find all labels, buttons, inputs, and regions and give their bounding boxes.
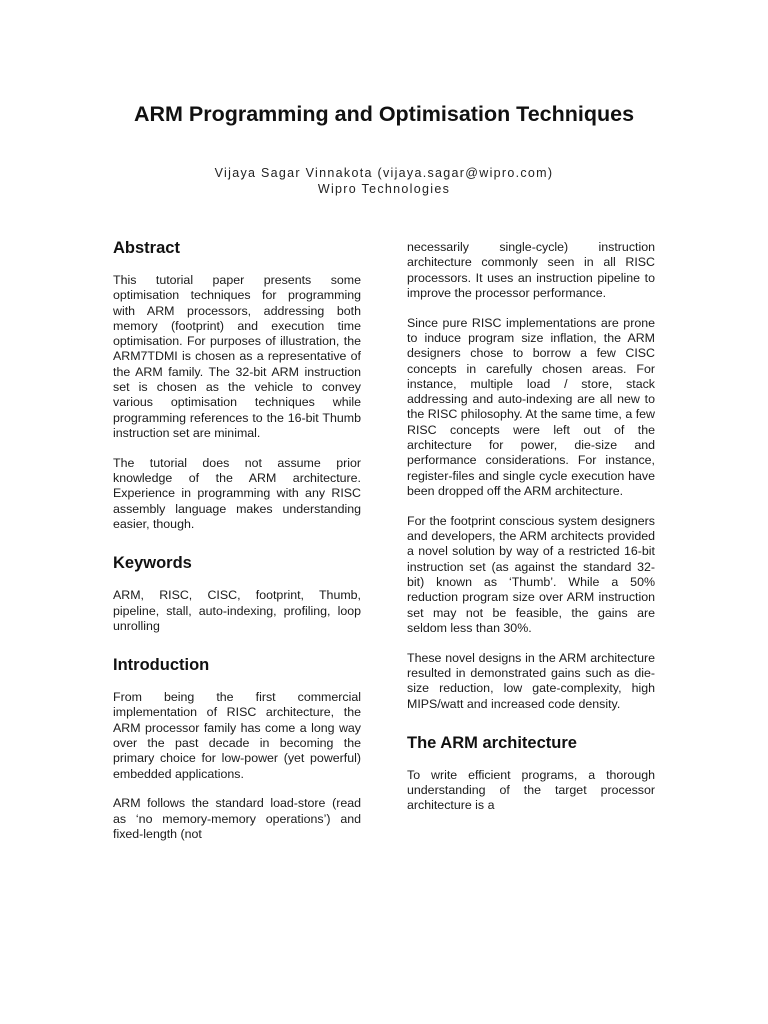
right-column xyxy=(407,240,655,828)
keywords-heading: Keywords xyxy=(113,554,192,573)
introduction-heading: Introduction xyxy=(113,656,210,675)
author-affiliation: Wipro Technologies xyxy=(317,182,451,196)
author-name-email: Vijaya Sagar Vinnakota (vijaya.sagar@wipro.com) xyxy=(214,166,554,180)
author-block xyxy=(0,165,768,197)
arm-architecture-paragraph-1: To write efficient programs, a thorough understanding of the target processor architecture is a xyxy=(407,767,655,813)
right-paragraph-4: These novel designs in the ARM architecture resulted in demonstrated gains such as die-size reduction, low gate-complexity, high MIPS/watt and increased code density. xyxy=(407,650,655,711)
abstract-heading: Abstract xyxy=(113,239,180,257)
paper-title: ARM Programming and Optimisation Techniques xyxy=(133,102,635,126)
abstract-paragraph-2: The tutorial does not assume prior knowledge of the ARM architecture. Experience in programming with any RISC assembly language makes understanding easier, though. xyxy=(113,455,361,531)
right-paragraph-3: For the footprint conscious system designers and developers, the ARM architects provided a novel solution by way of a restricted 16-bit instruction set (as against the standard 32-bit) known as ‘Thumb’. While a 50% reduction program size over ARM instruction set may not be feasible, the gains are seldom less than 30%. xyxy=(407,513,655,635)
right-paragraph-1: necessarily single-cycle) instruction architecture commonly seen in all RISC processors. It uses an instruction pipeline to improve the processor performance. xyxy=(407,240,655,300)
left-column xyxy=(113,237,361,857)
abstract-paragraph-1: This tutorial paper presents some optimisation techniques for programming with ARM processors, addressing both memory (footprint) and execution time optimisation. For purposes of illustration, the ARM7TDMI is chosen as a representative of the ARM family. The 32-bit ARM instruction set is chosen as the vehicle to convey various optimisation techniques while programming references to the 16-bit Thumb instruction set are minimal. xyxy=(113,273,361,440)
introduction-paragraph-2: ARM follows the standard load-store (read as ‘no memory-memory operations’) and fixed-length (not xyxy=(113,796,361,842)
arm-architecture-heading: The ARM architecture xyxy=(407,733,577,752)
introduction-paragraph-1: From being the first commercial implementation of RISC architecture, the ARM processor family has come a long way over the past decade in becoming the primary choice for low-power (yet powerful) embedded applications. xyxy=(113,690,361,781)
right-paragraph-2: Since pure RISC implementations are prone to induce program size inflation, the ARM designers chose to borrow a few CISC concepts in carefully chosen areas. For instance, multiple load / store, stack addressing and auto-indexing are all new to the RISC philosophy. At the same time, a few RISC concepts were left out of the architecture for power, die-size and performance considerations. For instance, register-files and single cycle execution have been dropped off the ARM architecture. xyxy=(407,315,655,498)
keywords-text: ARM, RISC, CISC, footprint, Thumb, pipeline, stall, auto-indexing, profiling, loop unrolling xyxy=(113,588,361,633)
